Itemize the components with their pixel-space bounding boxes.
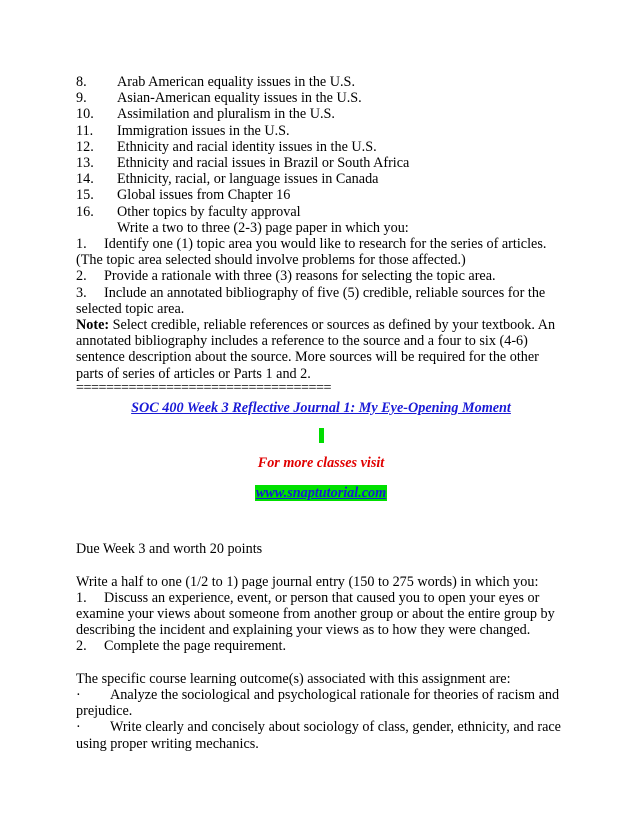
list-text: Provide a rationale with three (3) reasons for selecting the topic area. [104, 268, 496, 285]
list-number: 15. [76, 187, 94, 204]
list-text: Ethnicity and racial identity issues in the U.S. [117, 138, 377, 155]
list-number: 13. [76, 155, 94, 172]
outcomes-intro: The specific course learning outcome(s) associated with this assignment are: [76, 670, 511, 687]
list-number: 12. [76, 138, 94, 155]
topic-list [76, 74, 566, 220]
list-item [76, 155, 566, 171]
website-row [76, 485, 566, 501]
list-item [76, 687, 566, 719]
assignment-list [76, 236, 566, 317]
assignment-intro: Write a two to three (2-3) page paper in which you: [117, 219, 409, 236]
due-text: Due Week 3 and worth 20 points [76, 541, 263, 558]
list-number: 1. [76, 236, 87, 253]
outcomes-list [76, 687, 566, 752]
list-number: 14. [76, 171, 94, 188]
list-text: Ethnicity and racial issues in Brazil or South Africa [117, 155, 410, 172]
list-number: 8. [76, 74, 87, 90]
list-text: Write clearly and concisely about sociology of class, gender, ethnicity, and race using proper writing mechanics. [76, 719, 561, 752]
list-item [76, 90, 566, 106]
list-text: Complete the page requirement. [104, 638, 287, 655]
list-number: 9. [76, 90, 87, 107]
note-label: Note: [76, 317, 110, 334]
list-text: Other topics by faculty approval [117, 203, 301, 220]
list-text: Asian-American equality issues in the U.S. [117, 90, 362, 107]
separator-line: ================================== [76, 381, 332, 394]
list-text: Assimilation and pluralism in the U.S. [117, 106, 335, 123]
list-item [76, 638, 566, 654]
course-title-row [76, 400, 566, 416]
highlight-marker [319, 428, 324, 443]
list-number: 3. [76, 284, 87, 301]
journal-list [76, 590, 566, 655]
list-text: Discuss an experience, event, or person that caused you to open your eyes or examine your views about someone from another group or about the entire group by describing the incident and explaining your views as to how they were changed. [76, 589, 555, 639]
document-page [76, 74, 566, 752]
course-title-link[interactable]: SOC 400 Week 3 Reflective Journal 1: My Eye-Opening Moment [131, 399, 511, 416]
more-classes-text: For more classes visit [257, 455, 385, 472]
list-item [76, 590, 566, 639]
list-item [76, 268, 566, 284]
list-item [76, 236, 566, 268]
list-text: Include an annotated bibliography of five (5) credible, reliable sources for the selected topic area. [76, 284, 546, 317]
list-number: 1. [76, 589, 87, 606]
list-text: Global issues from Chapter 16 [117, 187, 291, 204]
list-item [76, 285, 566, 317]
list-text: Ethnicity, racial, or language issues in Canada [117, 171, 379, 188]
list-text: Immigration issues in the U.S. [117, 122, 290, 139]
list-item [76, 204, 566, 220]
list-text: Analyze the sociological and psychological rationale for theories of racism and prejudice. [76, 686, 560, 720]
list-text: Identify one (1) topic area you would like to research for the series of articles. (The topic area selected should involve problems for those affected.) [76, 236, 547, 269]
list-number: 16. [76, 203, 94, 220]
note-text: Select credible, reliable references or sources as defined by your textbook. An annotated bibliography includes a reference to the source and a four to six (4-6) sentence description about the source. More sources will be required for the other parts of series of articles or Parts 1 and 2. [76, 317, 556, 382]
list-text: Arab American equality issues in the U.S. [117, 74, 355, 90]
bullet: · [76, 686, 81, 703]
journal-intro: Write a half to one (1/2 to 1) page journal entry (150 to 275 words) in which you: [76, 573, 539, 590]
list-item [76, 74, 566, 90]
list-item [76, 187, 566, 203]
list-number: 10. [76, 106, 94, 123]
website-link[interactable]: www.snaptutorial.com [255, 485, 387, 502]
bullet: · [76, 719, 81, 736]
list-number: 2. [76, 268, 87, 285]
list-item [76, 106, 566, 122]
list-item [76, 139, 566, 155]
list-number: 2. [76, 638, 87, 655]
list-item [76, 719, 566, 751]
highlight-marker-row [76, 427, 566, 447]
more-classes-row [76, 455, 566, 471]
list-item [76, 171, 566, 187]
list-item [76, 123, 566, 139]
list-number: 11. [76, 122, 94, 139]
note-paragraph [76, 317, 566, 382]
